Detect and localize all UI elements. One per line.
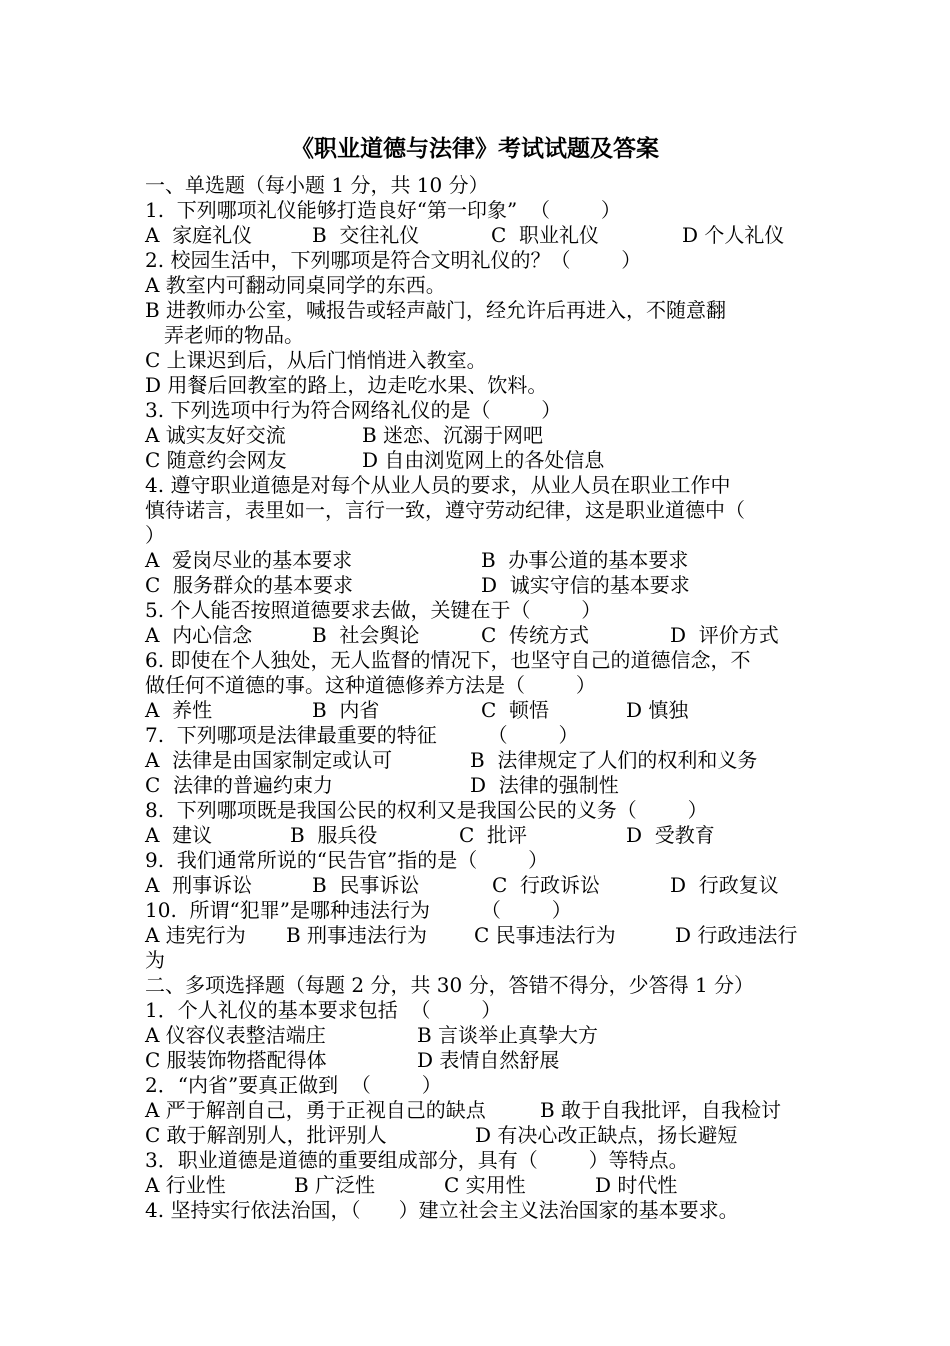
option-a: A 诚实友好交流 xyxy=(145,423,286,447)
options-row xyxy=(145,873,810,898)
options-row xyxy=(145,698,810,723)
option-d: D 时代性 xyxy=(595,1173,678,1197)
option-d: D 慎独 xyxy=(626,698,689,722)
option-b: B 交往礼仪 xyxy=(312,223,420,247)
question-stem-continued: 慎待诺言，表里如一，言行一致，遵守劳动纪律，这是职业道德中（ xyxy=(145,498,745,522)
options-row xyxy=(145,573,810,598)
option-b: B 民事诉讼 xyxy=(312,873,420,897)
question-stem: 7. 下列哪项是法律最重要的特征 （ ） xyxy=(145,723,579,747)
option-d: D 表情自然舒展 xyxy=(417,1048,560,1072)
option-a: A 爱岗尽业的基本要求 xyxy=(145,548,353,572)
option-c: C 批评 xyxy=(459,823,528,847)
option-c: C 传统方式 xyxy=(481,623,590,647)
option-a: A 违宪行为 xyxy=(145,923,246,947)
options-row xyxy=(145,1023,810,1048)
option-c: C 法律的普遍约束力 xyxy=(145,773,334,797)
option-c: C 随意约会网友 xyxy=(145,448,287,472)
option-c: C 职业礼仪 xyxy=(491,223,600,247)
option-b: B 服兵役 xyxy=(290,823,378,847)
option-a: A 内心信念 xyxy=(145,623,253,647)
options-row xyxy=(145,1173,810,1198)
question-stem: 1．个人礼仪的基本要求包括 （ ） xyxy=(145,998,502,1022)
options-row xyxy=(145,623,810,648)
option-b: B 进教师办公室，喊报告或轻声敲门，经允许后再进入，不随意翻 xyxy=(145,298,727,322)
option-b: B 敢于自我批评，自我检讨 xyxy=(540,1098,782,1122)
option-a: A 法律是由国家制定或认可 xyxy=(145,748,393,772)
option-a: A 养性 xyxy=(145,698,213,722)
option-c: C 实用性 xyxy=(444,1173,526,1197)
question-stem: 6. 即使在个人独处，无人监督的情况下，也坚守自己的道德信念，不 xyxy=(145,648,751,672)
section-heading: 一、单选题（每小题 1 分，共 10 分） xyxy=(145,173,489,197)
option-b: B 社会舆论 xyxy=(312,623,420,647)
option-d: D 自由浏览网上的各处信息 xyxy=(362,448,605,472)
option-c: C 服务群众的基本要求 xyxy=(145,573,354,597)
option-b-continued: 弄老师的物品。 xyxy=(164,323,304,347)
options-row xyxy=(145,773,810,798)
options-row xyxy=(145,223,810,248)
option-d: D 行政违法行 xyxy=(675,923,798,947)
question-stem: 2．“内省”要真正做到 （ ） xyxy=(145,1073,442,1097)
options-row xyxy=(145,748,810,773)
option-d: D 诚实守信的基本要求 xyxy=(481,573,690,597)
option-b: B 内省 xyxy=(312,698,380,722)
options-row xyxy=(145,1098,810,1123)
option-a: A 严于解剖自己，勇于正视自己的缺点 xyxy=(145,1098,486,1122)
option-d: D 个人礼仪 xyxy=(682,223,785,247)
question-stem: 2. 校园生活中，下列哪项是符合文明礼仪的？（ ） xyxy=(145,248,642,272)
option-b: B 办事公道的基本要求 xyxy=(481,548,689,572)
option-a: A 行业性 xyxy=(145,1173,226,1197)
option-a: A 家庭礼仪 xyxy=(145,223,253,247)
question-stem: 8. 下列哪项既是我国公民的权利又是我国公民的义务（ ） xyxy=(145,798,708,822)
document-body xyxy=(145,173,810,1223)
option-d: D 受教育 xyxy=(626,823,715,847)
question-stem: 3. 下列选项中行为符合网络礼仪的是（ ） xyxy=(145,398,562,422)
question-stem-continued: 做任何不道德的事。这种道德修养方法是（ ） xyxy=(145,673,596,697)
option-d-continued: 为 xyxy=(145,948,165,972)
option-a: A 仪容仪表整洁端庄 xyxy=(145,1023,326,1047)
options-row xyxy=(145,823,810,848)
option-c: C 敢于解剖别人，批评别人 xyxy=(145,1123,387,1147)
options-row xyxy=(145,448,810,473)
option-c: C 顿悟 xyxy=(481,698,550,722)
option-b: B 言谈举止真挚大方 xyxy=(417,1023,599,1047)
question-stem: 3．职业道德是道德的重要组成部分，具有（ ）等特点。 xyxy=(145,1148,689,1172)
question-stem: 9. 我们通常所说的“民告官”指的是（ ） xyxy=(145,848,549,872)
option-b: B 广泛性 xyxy=(294,1173,376,1197)
option-a: A 建议 xyxy=(145,823,213,847)
question-stem: 5. 个人能否按照道德要求去做，关键在于（ ） xyxy=(145,598,602,622)
option-c: C 上课迟到后，从后门悄悄进入教室。 xyxy=(145,348,487,372)
option-c: C 行政诉讼 xyxy=(492,873,601,897)
option-d: D 法律的强制性 xyxy=(470,773,619,797)
option-d: D 用餐后回教室的路上，边走吃水果、饮料。 xyxy=(145,373,548,397)
options-row xyxy=(145,423,810,448)
question-stem-continued: ） xyxy=(145,523,165,547)
options-row xyxy=(145,1048,810,1073)
option-c: C 民事违法行为 xyxy=(474,923,616,947)
option-a: A 教室内可翻动同桌同学的东西。 xyxy=(145,273,446,297)
question-stem: 4. 坚持实行依法治国，（ ）建立社会主义法治国家的基本要求。 xyxy=(145,1198,739,1222)
options-row xyxy=(145,923,810,948)
option-b: B 法律规定了人们的权利和义务 xyxy=(470,748,758,772)
question-stem: 4. 遵守职业道德是对每个从业人员的要求，从业人员在职业工作中 xyxy=(145,473,731,497)
option-d: D 行政复议 xyxy=(670,873,779,897)
options-row xyxy=(145,548,810,573)
options-row xyxy=(145,1123,810,1148)
option-b: B 刑事违法行为 xyxy=(286,923,428,947)
option-d: D 评价方式 xyxy=(670,623,779,647)
option-c: C 服装饰物搭配得体 xyxy=(145,1048,327,1072)
section-heading: 二、多项选择题（每题 2 分，共 30 分，答错不得分，少答得 1 分） xyxy=(145,973,755,997)
option-a: A 刑事诉讼 xyxy=(145,873,253,897)
question-stem: 10. 所谓“犯罪”是哪种违法行为 （ ） xyxy=(145,898,572,922)
option-d: D 有决心改正缺点，扬长避短 xyxy=(475,1123,738,1147)
option-b: B 迷恋、沉溺于网吧 xyxy=(362,423,544,447)
question-stem: 1. 下列哪项礼仪能够打造良好“第一印象” （ ） xyxy=(145,198,621,222)
document-title: 《职业道德与法律》考试试题及答案 xyxy=(291,136,659,162)
